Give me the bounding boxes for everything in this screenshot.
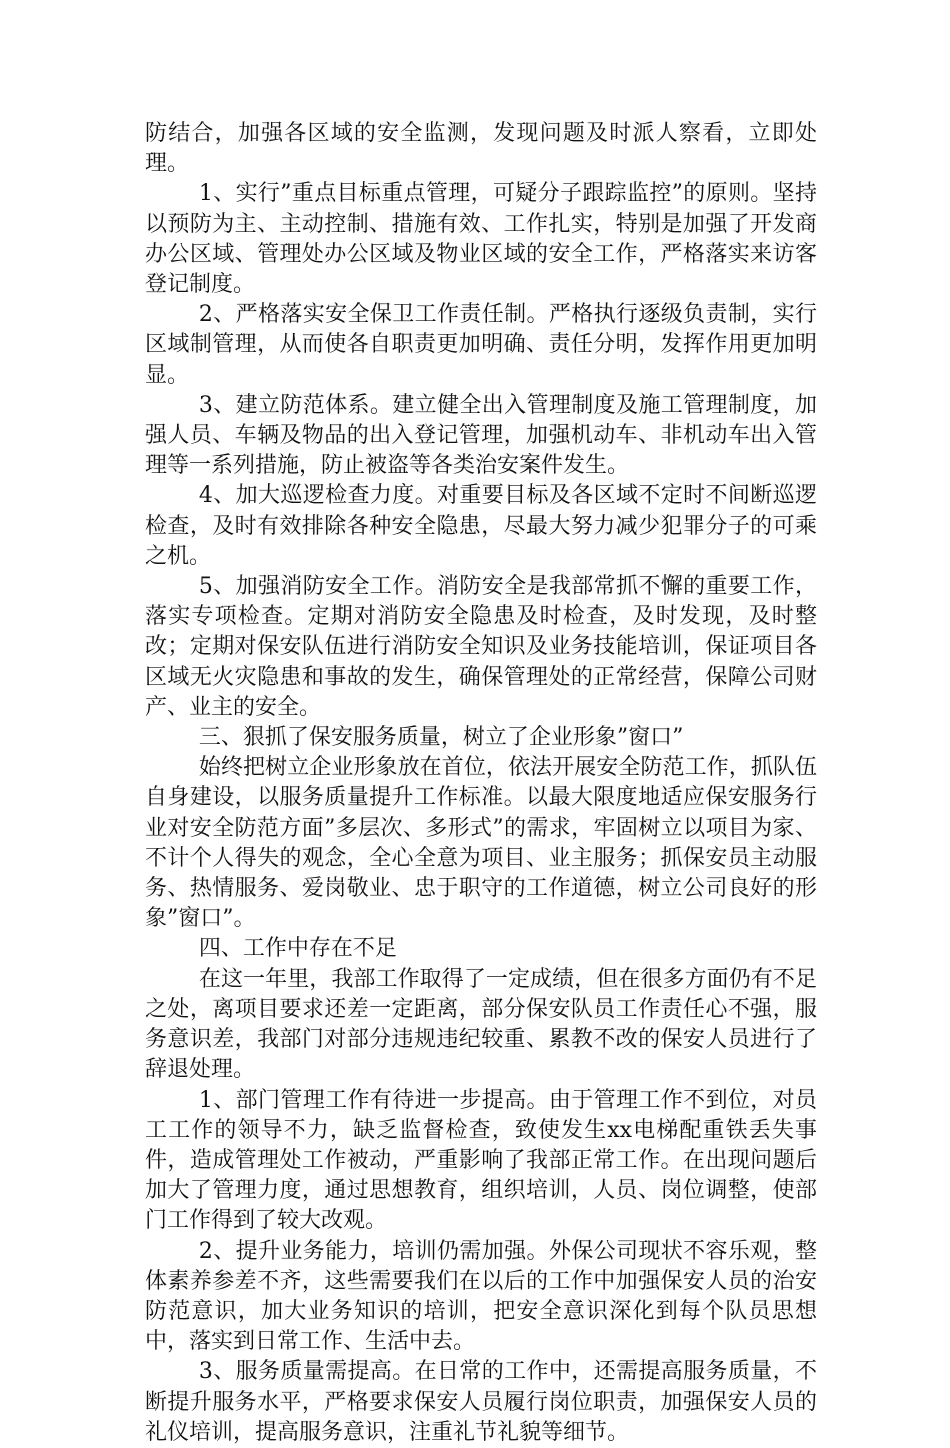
paragraph-shortcomings-body: 在这一年里，我部工作取得了一定成绩，但在很多方面仍有不足之处，离项目要求还差一定距离，部分保安队员工作责任心不强，服务意识差，我部门对部分违规违纪较重、累教不改的保安人员进行了辞退处理。 [145, 966, 817, 1083]
paragraph-item-2-security-responsibility: 2、严格落实安全保卫工作责任制。严格执行逐级负责制，实行区域制管理，从而使各自职责更加明确、责任分明，发挥作用更加明显。 [145, 302, 817, 388]
section-heading-service-quality: 三、狠抓了保安服务质量，树立了企业形象”窗口” [198, 725, 684, 751]
document-page [145, 119, 817, 1448]
paragraph-item-4-patrol-inspection: 4、加大巡逻检查力度。对重要目标及各区域不定时不间断巡逻检查，及时有效排除各种安全隐患，尽最大努力减少犯罪分子的可乘之机。 [145, 483, 817, 569]
paragraph-item-3-prevention-system: 3、建立防范体系。建立健全出入管理制度及施工管理制度，加强人员、车辆及物品的出入登记管理，加强机动车、非机动车出入管理等一系列措施，防止被盗等各类治安案件发生。 [145, 392, 817, 479]
paragraph-continuation: 防结合，加强各区域的安全监测，发现问题及时派人察看，立即处理。 [145, 121, 817, 177]
paragraph-item-1-key-target-management: 1、实行”重点目标重点管理，可疑分子跟踪监控”的原则。坚持以预防为主、主动控制、措施有效、工作扎实，特别是加强了开发商办公区域、管理处办公区域及物业区域的安全工作，严格落实来访客登记制度。 [145, 181, 817, 298]
paragraph-item-5-fire-safety: 5、加强消防安全工作。消防安全是我部常抓不懈的重要工作，落实专项检查。定期对消防安全隐患及时检查，及时发现，及时整改；定期对保安队伍进行消防安全知识及业务技能培训，保证项目各区域无火灾隐患和事故的发生，确保管理处的正常经营，保障公司财产、业主的安全。 [145, 574, 817, 720]
section-heading-shortcomings: 四、工作中存在不足 [198, 936, 397, 962]
paragraph-shortcoming-2-training: 2、提升业务能力，培训仍需加强。外保公司现状不容乐观，整体素养参差不齐，这些需要我们在以后的工作中加强保安人员的治安防范意识，加大业务知识的培训，把安全意识深化到每个队员思想中，落实到日常工作、生活中去。 [145, 1238, 817, 1355]
paragraph-shortcoming-1-management: 1、部门管理工作有待进一步提高。由于管理工作不到位，对员工工作的领导不力，缺乏监督检查，致使发生xx电梯配重铁丢失事件，造成管理处工作被动，严重影响了我部正常工作。在出现问题后加大了管理力度，通过思想教育，组织培训，人员、岗位调整，使部门工作得到了较大改观。 [145, 1087, 817, 1234]
paragraph-service-quality-body: 始终把树立企业形象放在首位，依法开展安全防范工作，抓队伍自身建设，以服务质量提升工作标准。以最大限度地适应保安服务行业对安全防范方面”多层次、多形式”的需求，牢固树立以项目为家、不计个人得失的观念，全心全意为项目、业主服务；抓保安员主动服务、热情服务、爱岗敬业、忠于职守的工作道德，树立公司良好的形象”窗口”。 [145, 755, 817, 932]
paragraph-shortcoming-3-service: 3、服务质量需提高。在日常的工作中，还需提高服务质量，不断提升服务水平，严格要求保安人员履行岗位职责，加强保安人员的礼仪培训，提高服务意识，注重礼节礼貌等细节。 [145, 1359, 817, 1445]
